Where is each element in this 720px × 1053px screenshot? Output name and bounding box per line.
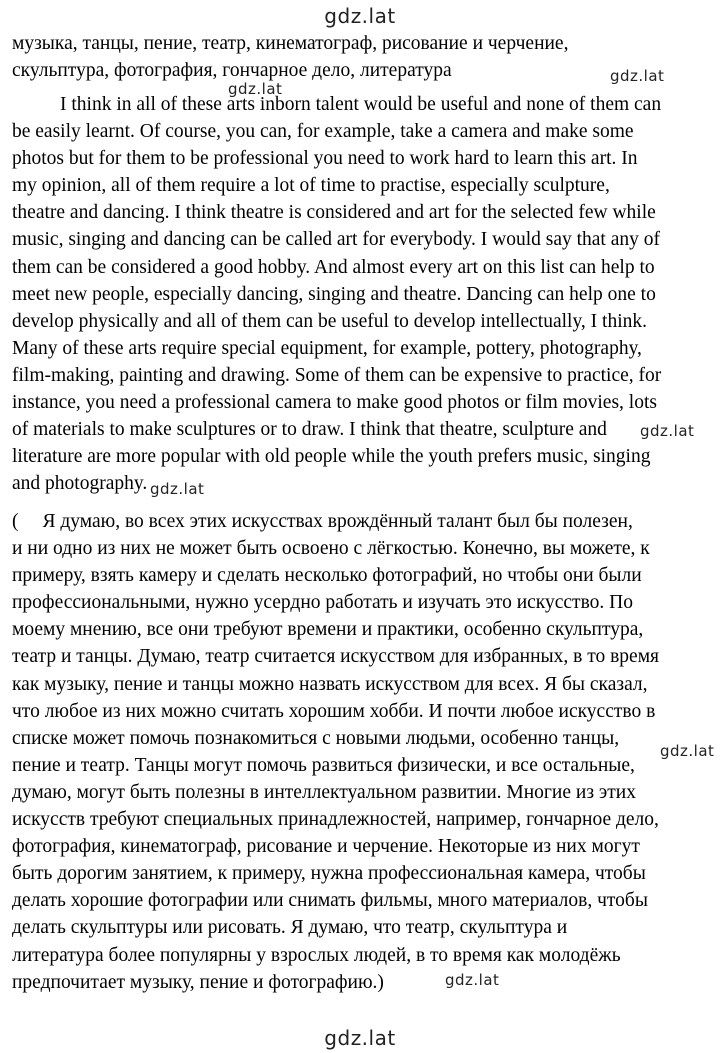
text-line: I think in all of these arts inborn talent would be useful and none of them can [60,94,662,115]
text-line: скульптура, фотография, гончарное дело, литература [12,60,452,82]
open-paren: ( [12,511,19,532]
watermark: gdz.lat [445,971,500,989]
text-line: литература более популярны у взрослых людей, в то время как молодёжь [12,944,621,966]
text-line: списке может помочь познакомиться с новыми людьми, особенно танцы, [12,727,620,749]
text-line: of materials to make sculptures or to draw. I think that theatre, sculpture and [12,419,607,441]
text-line: film-making, painting and drawing. Some of them can be expensive to practice, for [12,364,662,386]
text-line: быть дорогим занятием, к примеру, нужна профессиональная камера, чтобы [12,863,646,885]
text-line: them can be considered a good hobby. And almost every art on this list can help to [12,256,655,278]
text-line: музыка, танцы, пение, театр, кинематограф, рисование и черчение, [12,33,569,54]
text-line: my opinion, all of them require a lot of time to practise, especially sculpture, [12,175,610,197]
text-line: be easily learnt. Of course, you can, for example, take a camera and make some [12,121,634,143]
text-line: что любое из них можно считать хорошим хобби. И почти любое искусство в [12,700,656,722]
text-line: Many of these arts require special equipment, for example, pottery, photography, [12,337,642,359]
text-line: профессиональными, нужно усердно работать и изучать это искусство. По [12,592,633,614]
text-line: photos but for them to be professional you need to work hard to learn this art. In [12,148,638,170]
text-line: искусств требуют специальных принадлежностей, например, гончарное дело, [12,809,659,831]
english-paragraph [12,91,716,497]
text-line: meet new people, especially dancing, singing and theatre. Dancing can help one to [12,283,656,305]
text-line: думаю, могут быть полезны в интеллектуальном развитии. Многие из этих [12,781,636,803]
watermark: gdz.lat [610,67,665,85]
watermark: gdz.lat [228,80,283,98]
watermark: gdz.lat [640,422,695,440]
text-line [12,508,716,535]
translation-first-line: Я думаю, во всех этих искусствах врождённый талант был бы полезен, [42,511,633,532]
text-line: театр и танцы. Думаю, театр считается искусством для избранных, в то время [12,646,660,668]
text-line: пение и театр. Танцы могут помочь развиться физически, и все остальные, [12,754,635,776]
text-line: фотография, кинематограф, рисование и черчение. Некоторые из них могут [12,836,640,858]
text-line: моему мнению, все они требуют времени и практики, особенно скульптура, [12,619,644,641]
watermark-bottom: gdz.lat [324,1026,396,1050]
text-line: делать скульптуры или рисовать. Я думаю, что театр, скульптура и [12,917,568,939]
text-line: and photography. [12,473,148,495]
text-line: literature are more popular with old people while the youth prefers music, singing [12,446,651,468]
text-line: примеру, взять камеру и сделать несколько фотографий, но чтобы они были [12,565,642,587]
russian-translation-paragraph [12,508,716,996]
text-line: как музыку, пение и танцы можно назвать искусством для всех. Я бы сказал, [12,673,648,695]
text-line: и ни одно из них не может быть освоено с лёгкостью. Конечно, вы можете, к [12,538,650,560]
text-line: предпочитает музыку, пение и фотографию.) [12,971,384,993]
watermark: gdz.lat [660,742,715,760]
text-line: develop physically and all of them can be useful to develop intellectually, I think. [12,310,648,332]
text-line: instance, you need a professional camera to make good photos or film movies, lots [12,392,657,414]
text-line: делать хорошие фотографии или снимать фильмы, много материалов, чтобы [12,890,648,912]
watermark-top: gdz.lat [324,4,396,28]
text-line: theatre and dancing. I think theatre is considered and art for the selected few while [12,202,656,224]
watermark: gdz.lat [150,480,205,498]
text-line: music, singing and dancing can be called art for everybody. I would say that any of [12,229,660,251]
